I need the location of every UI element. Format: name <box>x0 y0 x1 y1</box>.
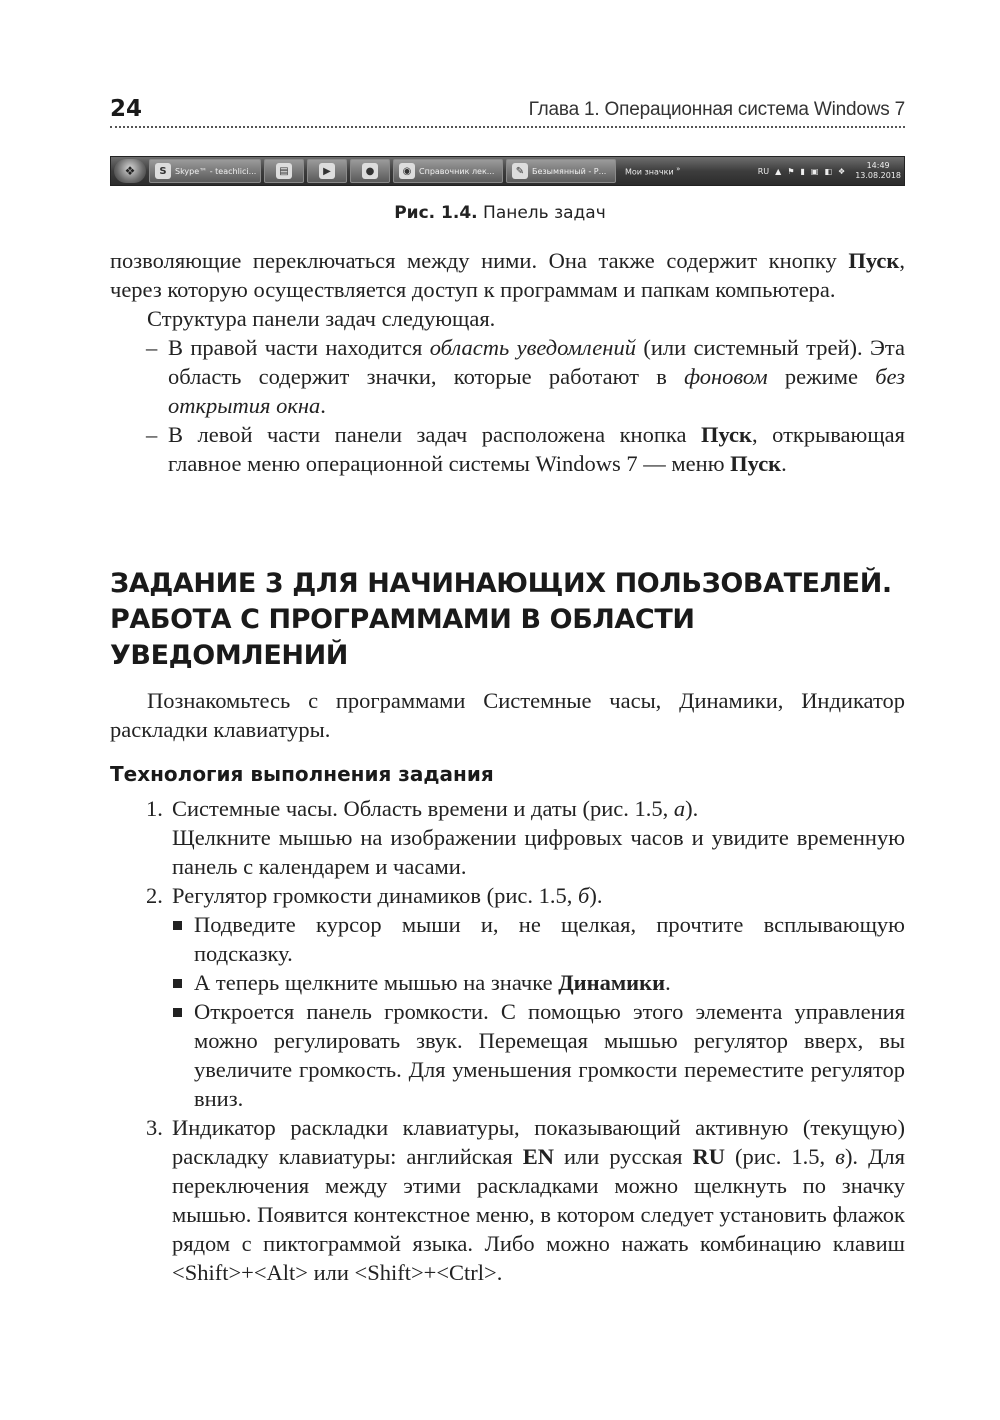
taskbar-button-app[interactable] <box>350 159 390 183</box>
dash-marker: – <box>146 422 158 447</box>
bold-term: RU <box>692 1144 725 1169</box>
bold-term: Пуск <box>730 451 782 476</box>
text-run: (или системный трей). Эта область содержит значки, которые работают в <box>168 335 906 389</box>
taskbar-button-skype[interactable] <box>149 159 261 183</box>
media-player-icon: ▶ <box>319 163 335 179</box>
show-hidden-icons-icon[interactable]: ▲ <box>775 166 782 176</box>
taskbar-button-media[interactable] <box>307 159 347 183</box>
speaker-icon[interactable]: ◧ <box>824 166 833 176</box>
text-run: (рис. 1.5, <box>724 1144 836 1169</box>
figure-title: Панель задач <box>483 203 606 223</box>
italic-term: а <box>673 796 686 821</box>
bold-term: Динамики <box>558 970 666 995</box>
monitor-icon[interactable]: ▣ <box>810 166 819 176</box>
steps-list <box>110 794 905 1287</box>
list-item <box>110 420 905 478</box>
chevron-right-icon[interactable]: » <box>676 165 681 174</box>
taskbar-button-paint[interactable] <box>506 159 616 183</box>
running-title: Глава 1. Операционная система Windows 7 <box>528 99 905 120</box>
list-item <box>110 997 905 1113</box>
text-run: В левой части панели задач расположена кнопка <box>168 422 701 447</box>
list-item <box>110 968 905 997</box>
text-run: позволяющие переключаться между ними. Она также содержит кнопку <box>110 248 849 273</box>
text-run: Подведите курсор мыши и, не щелкая, прочтите всплывающую подсказку. <box>194 912 905 966</box>
chrome-icon: ◉ <box>399 163 415 179</box>
list-number: 1. <box>146 796 163 821</box>
paint-icon: ✎ <box>512 163 528 179</box>
list-item <box>110 881 905 910</box>
paragraph <box>110 246 905 304</box>
heading-line: УВЕДОМЛЕНИЙ <box>110 640 348 671</box>
italic-term: в <box>835 1144 845 1169</box>
taskbar <box>110 156 905 186</box>
italic-term: б <box>578 883 590 908</box>
text-run: ). Для переключения между этими раскладками можно щелкнуть по значку мышью. Появится контекстное меню, в котором следует установить флажок рядом с пиктограммой языка. Либо можно нажать комбинацию клавиш <Shift>+<Alt> или <Shift>+<Ctrl>. <box>172 1144 905 1285</box>
dropbox-icon[interactable]: ❖ <box>838 166 846 176</box>
toolbar-my-icons[interactable] <box>625 165 680 177</box>
italic-term: область уведомлений <box>429 335 636 360</box>
list-item <box>110 1113 905 1287</box>
list-item <box>110 910 905 968</box>
figure-label: Рис. 1.4. <box>394 203 478 223</box>
bullet-marker <box>173 1008 182 1017</box>
list-item <box>110 333 905 420</box>
language-indicator[interactable]: RU <box>757 166 770 176</box>
page-header <box>110 96 905 132</box>
section-heading <box>110 566 905 674</box>
bullet-marker <box>173 921 182 930</box>
text-run: Индикатор раскладки клавиатуры, показывающий активную (текущую) раскладку клавиатуры: английская <box>172 1115 905 1169</box>
taskbar-button-label: Skype™ - teachlici... <box>175 166 257 176</box>
clock-date: 13.08.2018 <box>855 171 901 180</box>
text-run: Откроется панель громкости. С помощью этого элемента управления можно регулировать звук. Перемещая мышью регулятор вверх, вы увеличите громкость. Для уменьшения громкости переместите регулятор вниз. <box>194 999 905 1111</box>
taskbar-button-label: Справочник лек... <box>419 166 495 176</box>
text-run: , через которую осуществляется доступ к программам и папкам компьютера. <box>110 248 905 302</box>
text-run: Щелкните мышью на изображении цифровых часов и увидите временную панель с календарем и часами. <box>172 825 905 879</box>
bold-term: EN <box>522 1144 554 1169</box>
app-icon: ● <box>362 163 378 179</box>
intro-text <box>110 686 905 744</box>
body-text <box>110 246 905 478</box>
text-run: А теперь щелкните мышью на значке <box>194 970 559 995</box>
text-run: . <box>320 393 326 418</box>
italic-term: фоновом <box>684 364 768 389</box>
text-run: режиме <box>767 364 876 389</box>
bold-term: Пуск <box>700 422 752 447</box>
heading-line: ЗАДАНИЕ 3 ДЛЯ НАЧИНАЮЩИХ ПОЛЬЗОВАТЕЛЕЙ. <box>110 568 892 599</box>
list-number: 3. <box>146 1115 163 1140</box>
text-run: В правой части находится <box>168 335 430 360</box>
text-run: . <box>665 970 671 995</box>
clock-time: 14:49 <box>866 161 890 170</box>
text-run: ). <box>589 883 603 908</box>
text-run: ). <box>685 796 699 821</box>
italic-term: без открытия окна <box>168 364 905 418</box>
text-run: или русская <box>553 1144 693 1169</box>
list-number: 2. <box>146 883 163 908</box>
bullet-marker <box>173 979 182 988</box>
text-run: Системные часы. Область времени и даты (рис. 1.5, <box>172 796 674 821</box>
list-item <box>110 794 905 881</box>
toolbar-label: Мои значки <box>625 167 674 177</box>
skype-icon: S <box>155 163 171 179</box>
windows-logo-icon[interactable]: ❖ <box>114 159 146 183</box>
paragraph: Структура панели задач следующая. <box>147 306 496 331</box>
notification-area <box>758 161 901 181</box>
taskbar-button-label: Безымянный - Р... <box>532 166 607 176</box>
header-dotted-rule <box>110 126 905 128</box>
text-run: Регулятор громкости динамиков (рис. 1.5, <box>172 883 579 908</box>
page-number: 24 <box>110 96 143 122</box>
network-icon[interactable]: ▮ <box>800 166 805 176</box>
taskbar-button-chrome[interactable] <box>393 159 503 183</box>
taskbar-button-explorer[interactable] <box>264 159 304 183</box>
paragraph: Познакомьтесь с программами Системные часы, Динамики, Индикатор раскладки клавиатуры. <box>110 688 905 742</box>
bold-term: Пуск <box>848 248 900 273</box>
dash-marker: – <box>146 335 158 360</box>
text-run: . <box>781 451 787 476</box>
system-clock[interactable] <box>855 161 901 181</box>
folder-icon: ▤ <box>276 163 292 179</box>
figure-caption <box>0 203 1000 223</box>
flag-icon[interactable]: ⚑ <box>787 166 795 176</box>
subheading: Технология выполнения задания <box>110 762 494 786</box>
heading-line: РАБОТА С ПРОГРАММАМИ В ОБЛАСТИ <box>110 604 695 635</box>
text-run: , открывающая главное меню операционной системы Windows 7 — меню <box>168 422 905 476</box>
